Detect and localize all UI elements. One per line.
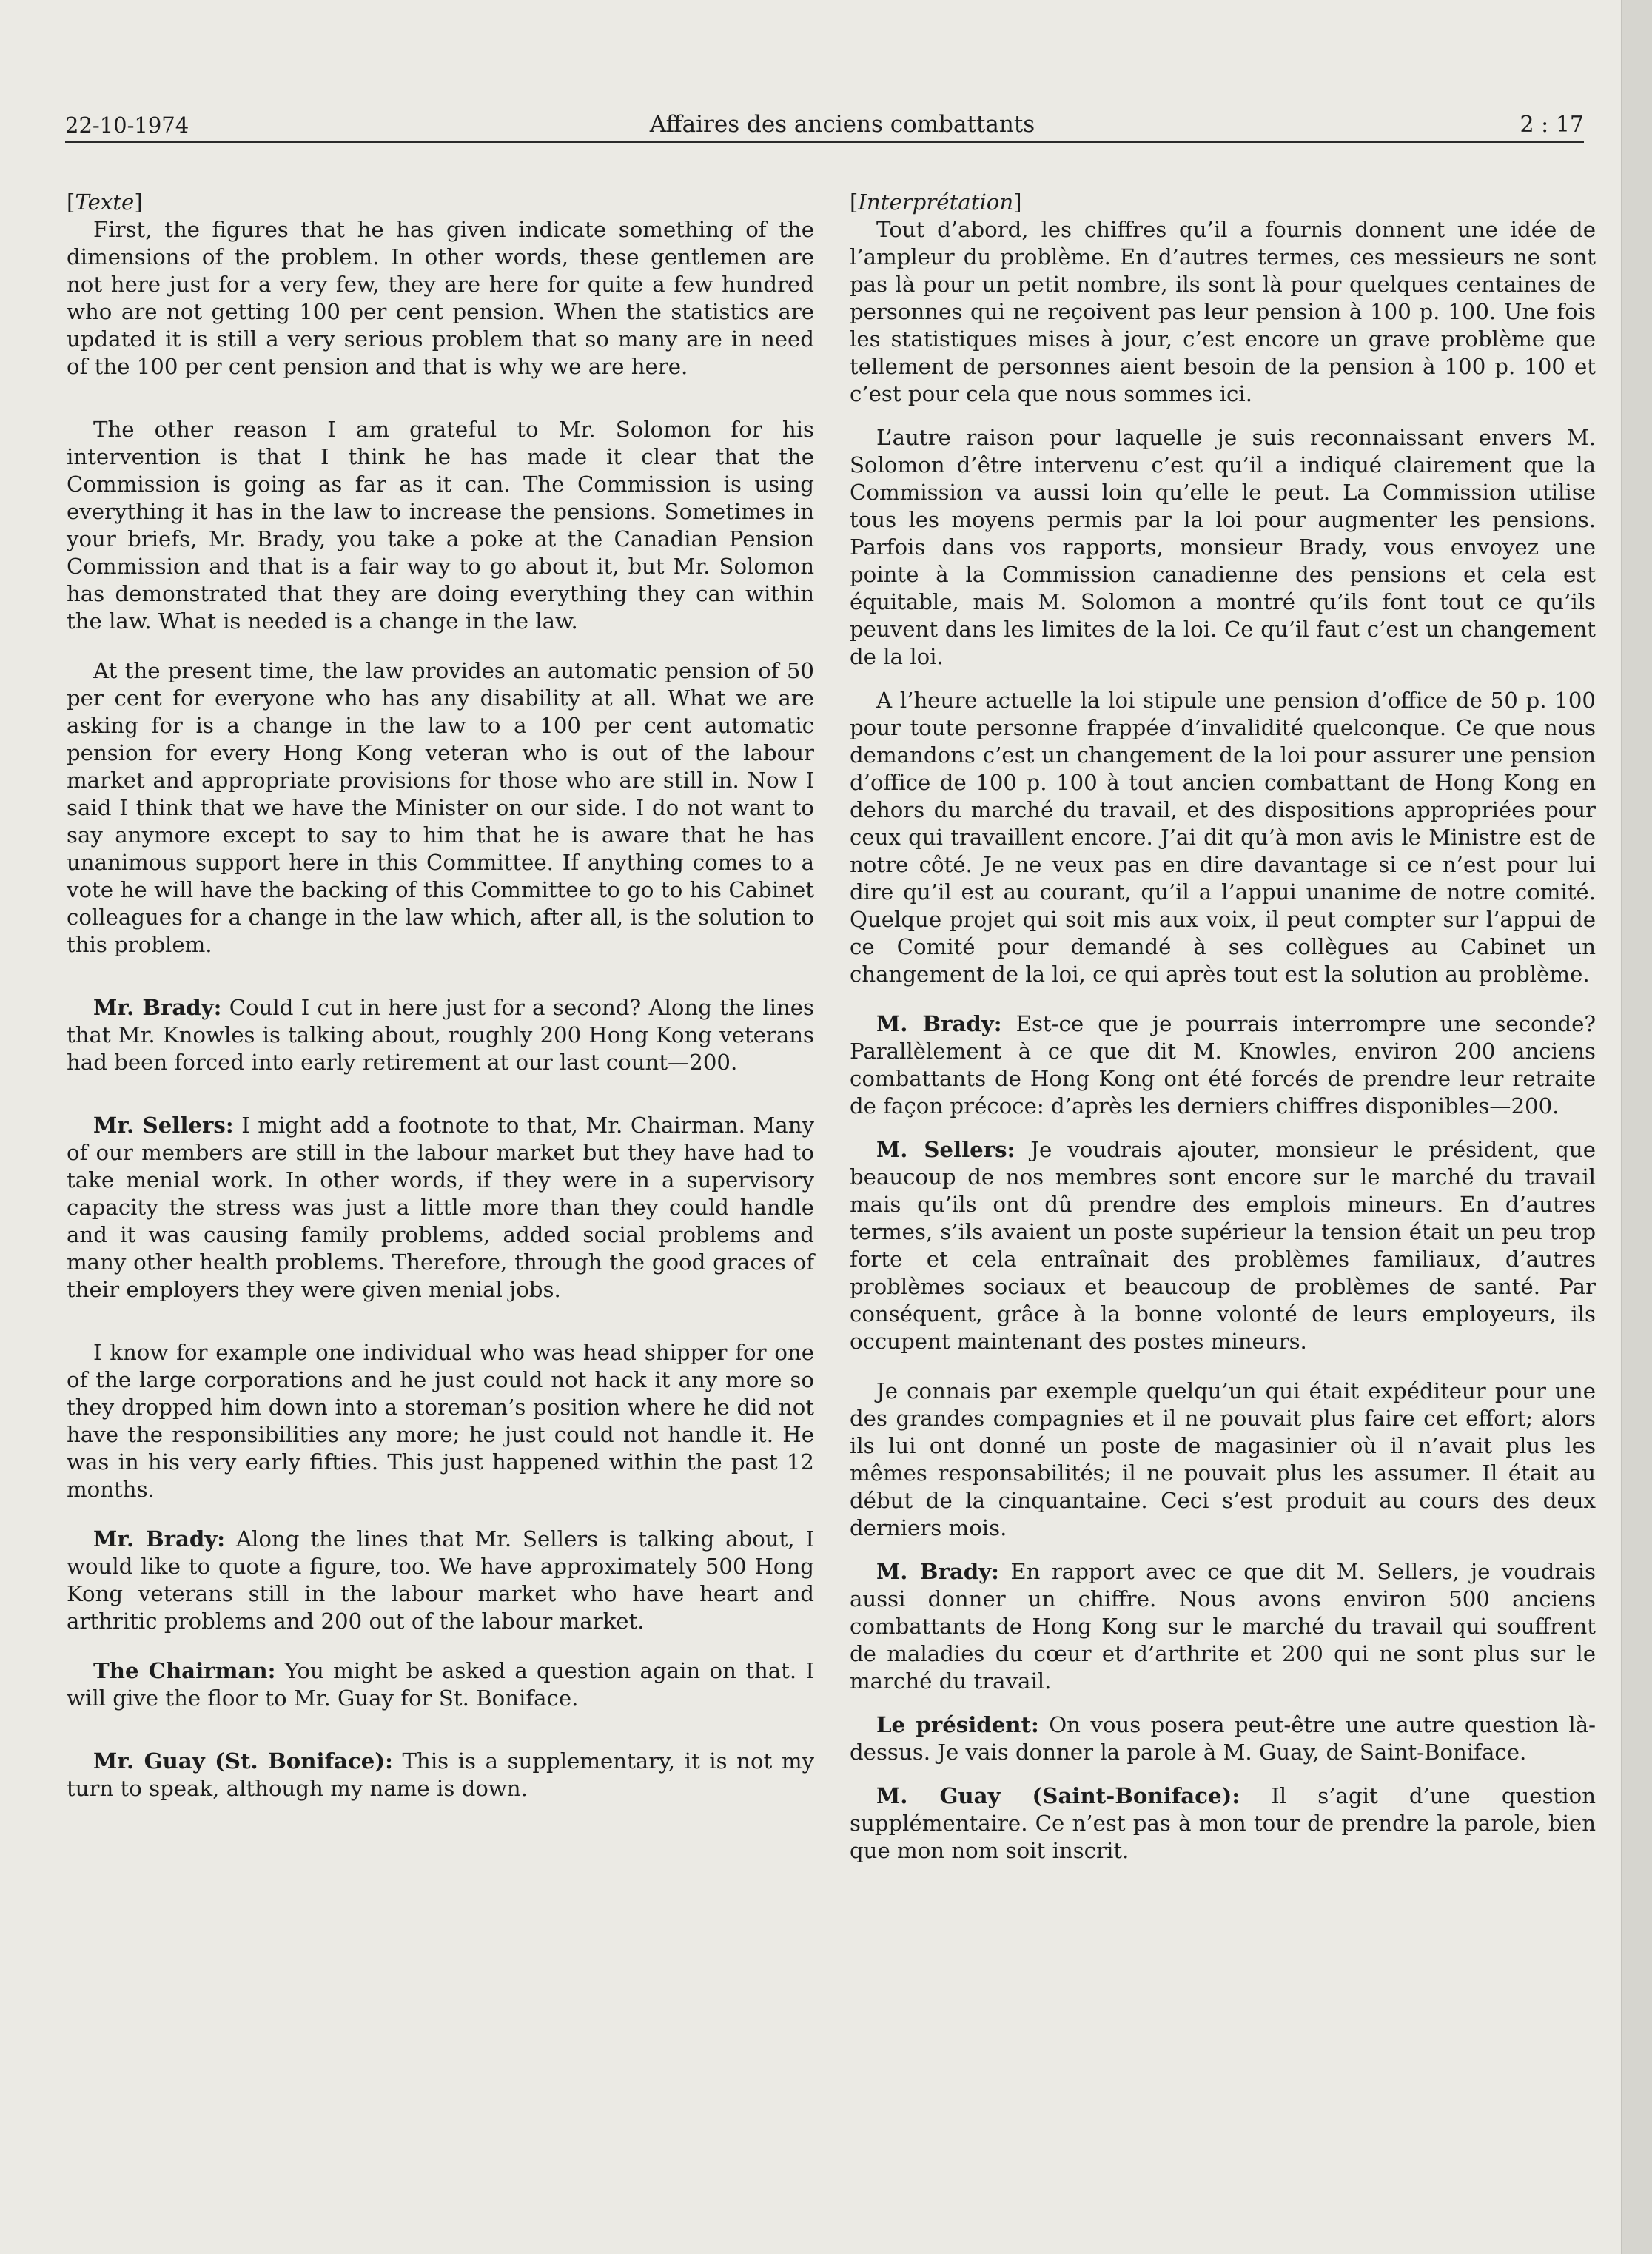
french-column bbox=[850, 189, 1596, 1865]
speaker-name: M. Sellers: bbox=[876, 1137, 1015, 1162]
section-marker-interpretation: [Interprétation] bbox=[850, 189, 1022, 215]
section-marker-texte: [Texte] bbox=[67, 189, 143, 215]
running-header bbox=[65, 96, 1584, 138]
speaker-name: The Chairman: bbox=[93, 1658, 276, 1683]
header-date: 22-10-1974 bbox=[65, 113, 189, 138]
paragraph: First, the figures that he has given indicate something of the dimensions of the problem. In other words, these gentlemen are not here just for a very few, they are here for quite a few hundred who are not getting 100 per cent pension. When the statistics are updated it is still a very serious problem that so many are in need of the 100 per cent pension and that is why we are here. bbox=[67, 217, 814, 379]
speaker-paragraph: M. Brady: Est-ce que je pourrais interrompre une seconde? Parallèlement à ce que dit M. Knowles, environ 200 anciens combattants de Hong Kong ont été forcés de prendre leur retraite de façon précoce: d’après les derniers chiffres disponibles—200. bbox=[850, 1011, 1596, 1118]
paragraph: I know for example one individual who was head shipper for one of the large corporations and he just could not hack it any more so they dropped him down into a storeman’s position where he did not have the responsibilities any more; he just could not handle it. He was in his very early fifties. This just happened within the past 12 months. bbox=[67, 1340, 814, 1502]
binding-gutter bbox=[1621, 0, 1652, 2254]
speaker-paragraph: M. Sellers: Je voudrais ajouter, monsieur le président, que beaucoup de nos membres sont encore sur le marché du travail mais qu’ils ont dû prendre des emplois mineurs. En d’autres termes, s’ils avaient un poste supérieur la tension était un peu trop forte et cela entraînait des problèmes familiaux, d’autres problèmes sociaux et beaucoup de problèmes de santé. Par conséquent, grâce à la bonne volonté de leurs employeurs, ils occupent maintenant des postes mineurs. bbox=[850, 1137, 1596, 1354]
speaker-paragraph: The Chairman: You might be asked a question again on that. I will give the floor to Mr. Guay for St. Boniface. bbox=[67, 1658, 814, 1711]
paragraph: The other reason I am grateful to Mr. Solomon for his intervention is that I think he has made it clear that the Commission is going as far as it can. The Commission is using everything it has in the law to increase the pensions. Sometimes in your briefs, Mr. Brady, you take a poke at the Canadian Pension Commission and that is a fair way to go about it, but Mr. Solomon has demonstrated that they are doing everything they can within the law. What is needed is a change in the law. bbox=[67, 417, 814, 634]
speaker-paragraph: Mr. Guay (St. Boniface): This is a supplementary, it is not my turn to speak, although my name is down. bbox=[67, 1748, 815, 1801]
speaker-name: M. Guay (Saint-Boniface): bbox=[876, 1783, 1240, 1808]
speaker-paragraph: M. Guay (Saint-Boniface): Il s’agit d’une question supplémentaire. Ce n’est pas à mon tour de prendre la parole, bien que mon nom soit inscrit. bbox=[850, 1783, 1596, 1863]
speaker-paragraph: Mr. Brady: Could I cut in here just for a second? Along the lines that Mr. Knowles is talking about, roughly 200 Hong Kong veterans had been forced into early retirement at our last count—200. bbox=[67, 995, 814, 1075]
speaker-name: Mr. Sellers: bbox=[93, 1113, 234, 1138]
header-title: Affaires des anciens combattants bbox=[649, 111, 1035, 138]
speaker-name: Le président: bbox=[876, 1712, 1039, 1737]
paragraph: A l’heure actuelle la loi stipule une pension d’office de 50 p. 100 pour toute personne frappée d’invalidité quelconque. Ce que nous demandons c’est un changement de la loi pour assurer une pension d’office de 100 p. 100 à tout ancien combattant de Hong Kong en dehors du marché du travail, et des dispositions appropriées pour ceux qui travaillent encore. J’ai dit qu’à mon avis le Ministre est de notre côté. Je ne veux pas en dire davantage si ce n’est pour lui dire qu’il est au courant, qu’il a l’appui unanime de notre comité. Quelque projet qui soit mis aux voix, il peut compter sur l’appui de ce Comité pour demandé à ses collègues au Cabinet un changement de la loi, ce qui après tout est la solution au problème. bbox=[850, 688, 1596, 987]
paragraph: At the present time, the law provides an automatic pension of 50 per cent for everyone who has any disability at all. What we are asking for is a change in the law to a 100 per cent automatic pension for every Hong Kong veteran who is out of the labour market and appropriate provisions for those who are still in. Now I said I think that we have the Minister on our side. I do not want to say anymore except to say to him that he is aware that he has unanimous support here in this Committee. If anything comes to a vote he will have the backing of this Committee to go to his Cabinet colleagues for a change in the law which, after all, is the solution to this problem. bbox=[67, 658, 814, 957]
speaker-name: M. Brady: bbox=[876, 1011, 1002, 1036]
speaker-paragraph: Mr. Sellers: I might add a footnote to that, Mr. Chairman. Many of our members are still in the labour market but they have had to take menial work. In other words, if they were in a supervisory capacity the stress was just a little more than they could handle and it was causing family problems, added social problems and many other health problems. Therefore, through the good graces of their employers they were given menial jobs. bbox=[67, 1113, 814, 1302]
speaker-paragraph: Mr. Brady: Along the lines that Mr. Sellers is talking about, I would like to quote a figure, too. We have approximately 500 Hong Kong veterans still in the labour market who have heart and arthritic problems and 200 out of the labour market. bbox=[67, 1526, 814, 1634]
speaker-paragraph: M. Brady: En rapport avec ce que dit M. Sellers, je voudrais aussi donner un chiffre. Nous avons environ 500 anciens combattants de Hong Kong sur le marché du travail qui souffrent de maladies du cœur et d’arthrite et 200 qui ne sont plus sur le marché du travail. bbox=[850, 1559, 1596, 1694]
speaker-name: M. Brady: bbox=[876, 1559, 999, 1584]
speaker-name: Mr. Brady: bbox=[93, 995, 222, 1020]
speaker-paragraph: Le président: On vous posera peut-être une autre question là-dessus. Je vais donner la parole à M. Guay, de Saint-Boniface. bbox=[850, 1712, 1596, 1765]
speaker-name: Mr. Guay (St. Boniface): bbox=[93, 1748, 393, 1774]
speaker-name: Mr. Brady: bbox=[93, 1526, 226, 1552]
paragraph: L’autre raison pour laquelle je suis reconnaissant envers M. Solomon d’être intervenu c’est qu’il a indiqué clairement que la Commission va aussi loin qu’elle le peut. La Commission utilise tous les moyens permis par la loi pour augmenter les pensions. Parfois dans vos rapports, monsieur Brady, vous envoyez une pointe à la Commission canadienne des pensions et cela est équitable, mais M. Solomon a montré qu’ils font tout ce qu’ils peuvent dans les limites de la loi. Ce qu’il faut c’est un changement de la loi. bbox=[850, 425, 1596, 669]
english-column bbox=[67, 189, 814, 1802]
header-rule bbox=[65, 141, 1584, 143]
paragraph: Je connais par exemple quelqu’un qui était expéditeur pour une des grandes compagnies et il ne pouvait plus faire cet effort; alors ils lui ont donné un poste de magasinier où il n’avait plus les mêmes responsabilités; il ne pouvait plus les assumer. Il était au début de la cinquantaine. Ceci s’est produit au cours des deux derniers mois. bbox=[850, 1378, 1596, 1540]
paragraph: Tout d’abord, les chiffres qu’il a fournis donnent une idée de l’ampleur du problème. En d’autres termes, ces messieurs ne sont pas là pour un petit nombre, ils sont là pour quelques centaines de personnes qui ne reçoivent pas leur pension à 100 p. 100. Une fois les statistiques mises à jour, c’est encore un grave problème que tellement de personnes aient besoin de la pension à 100 p. 100 et c’est pour cela que nous sommes ici. bbox=[850, 217, 1596, 406]
page-number: 2 : 17 bbox=[1520, 112, 1584, 138]
